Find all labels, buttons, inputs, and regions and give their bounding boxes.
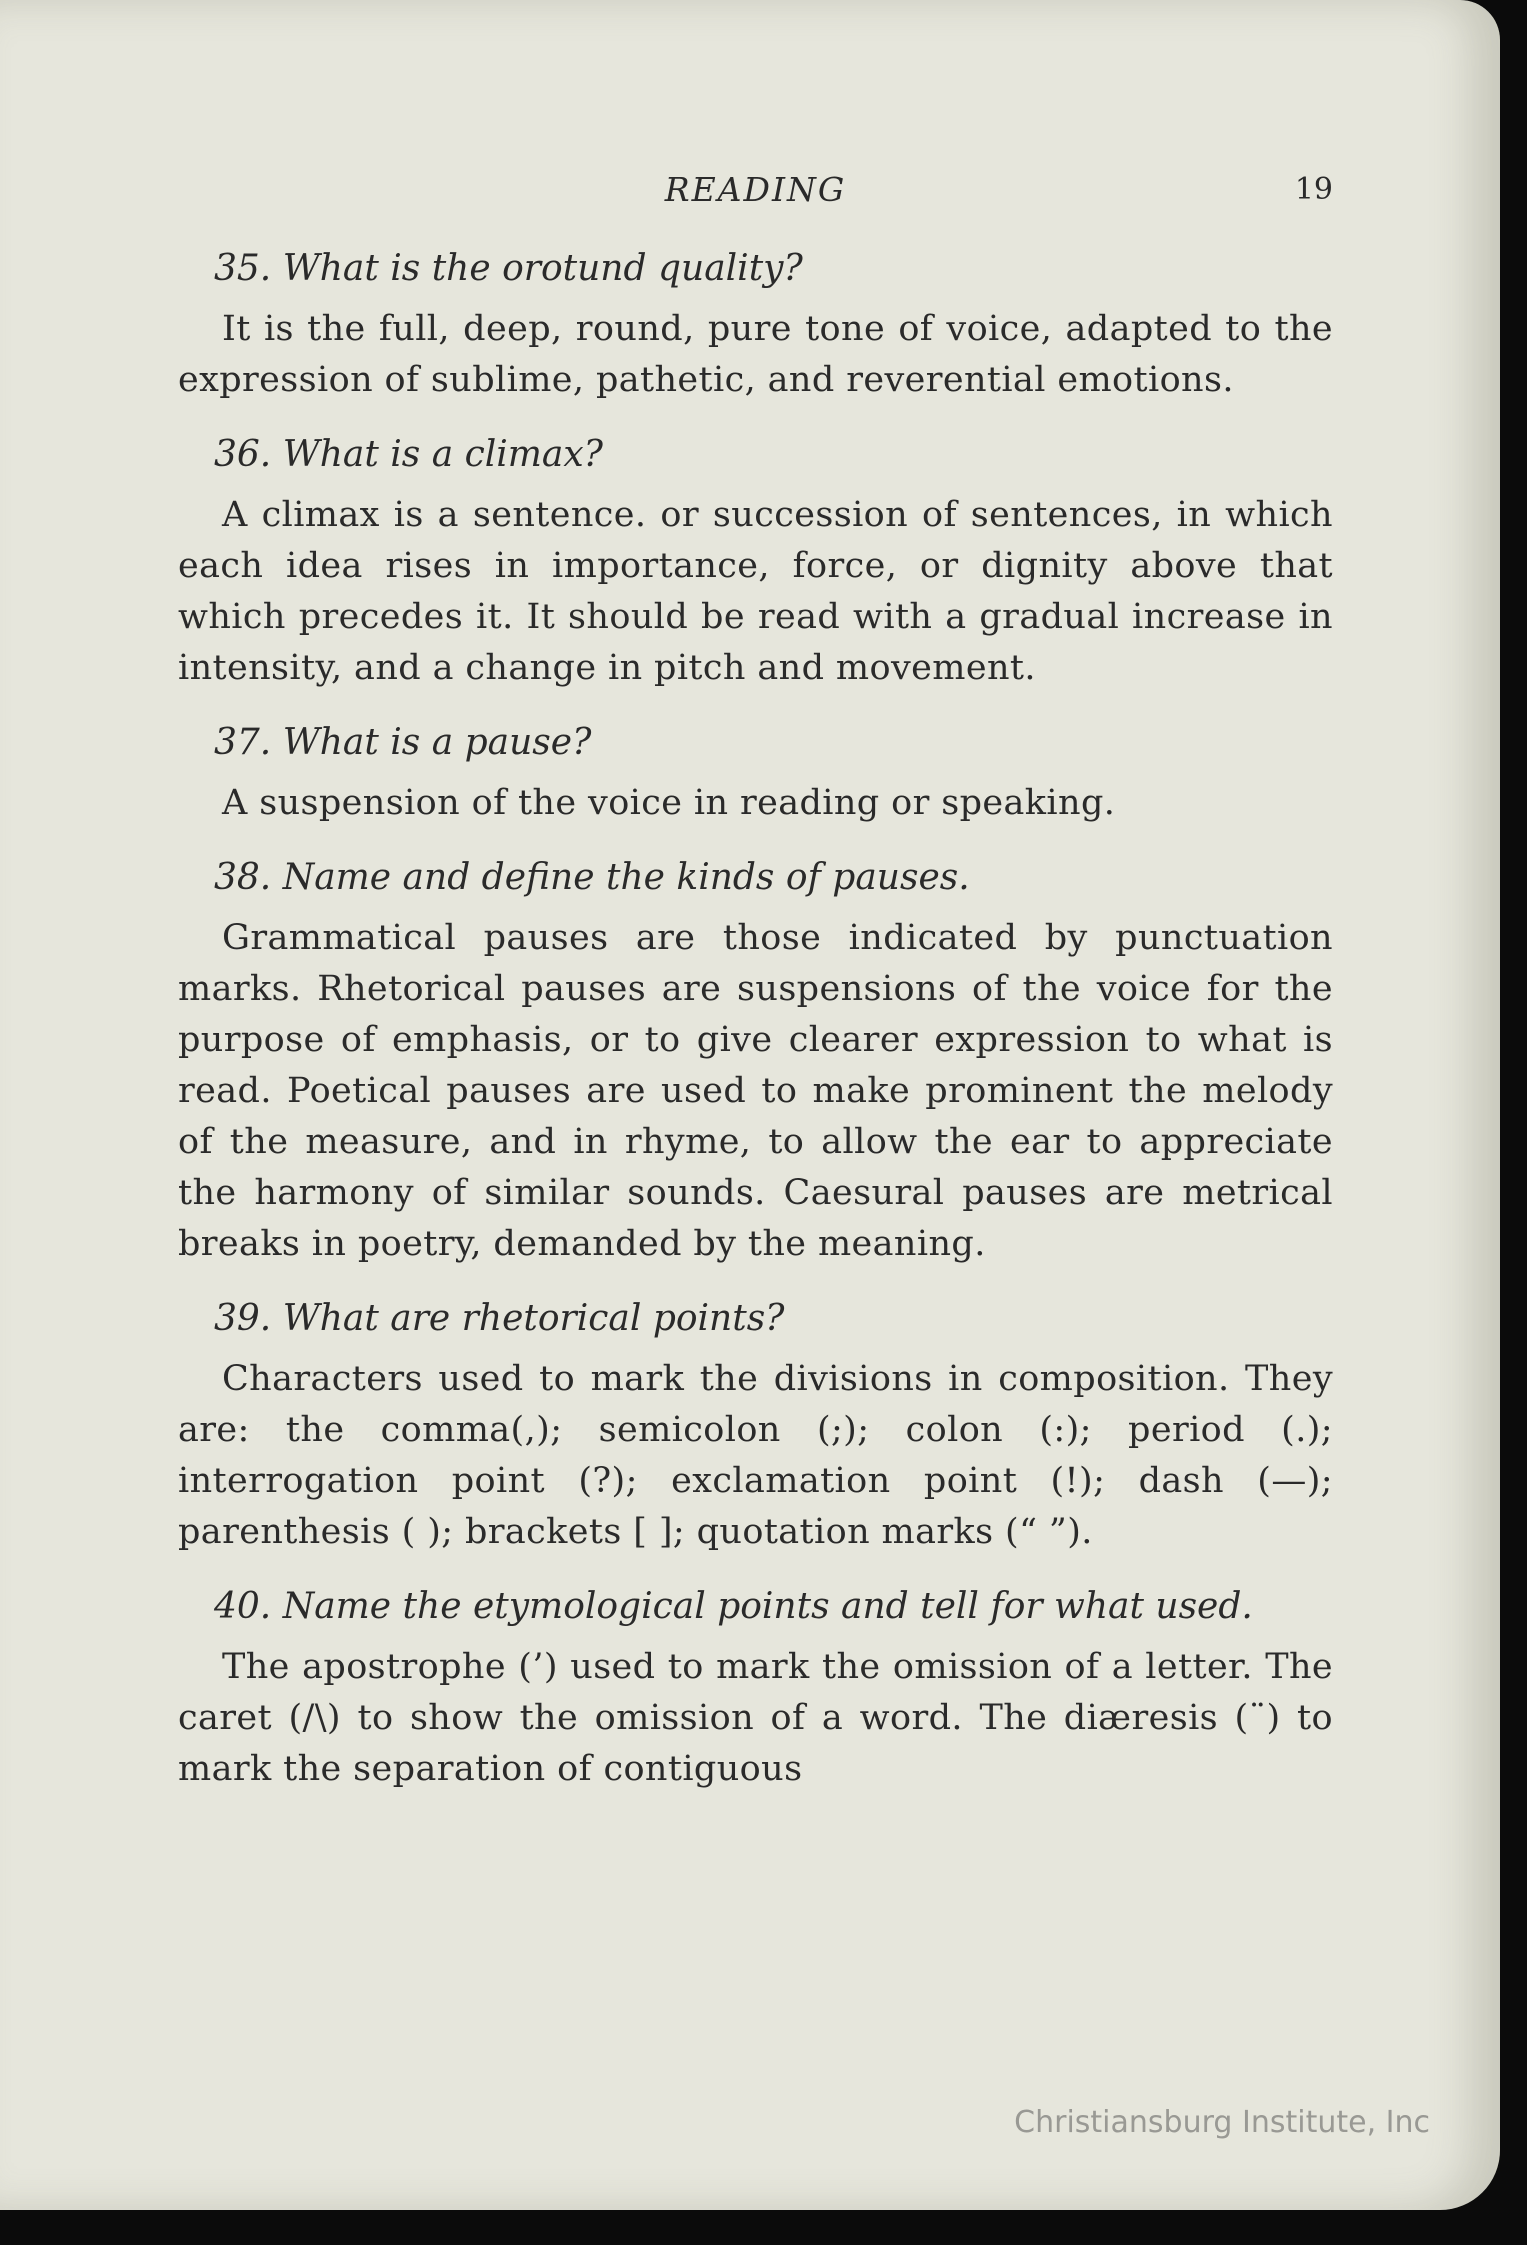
qa-item-38 bbox=[178, 853, 1333, 1270]
question: 36. What is a climax? bbox=[214, 434, 603, 475]
qa-item-36 bbox=[178, 430, 1333, 694]
question: 38. Name and define the kinds of pauses. bbox=[214, 857, 970, 898]
page-content bbox=[178, 160, 1333, 1795]
running-head bbox=[178, 160, 1333, 220]
running-title: READING bbox=[664, 170, 847, 209]
question: 39. What are rhetorical points? bbox=[214, 1298, 785, 1339]
question: 35. What is the orotund quality? bbox=[214, 248, 803, 289]
qa-item-39 bbox=[178, 1294, 1333, 1558]
question: 37. What is a pause? bbox=[214, 722, 592, 763]
answer: It is the full, deep, round, pure tone of voice, adapted to the expression of sublime, pathetic, and reverential emotions. bbox=[178, 309, 1333, 400]
qa-item-37 bbox=[178, 718, 1333, 829]
qa-item-40 bbox=[178, 1582, 1333, 1795]
answer: The apostrophe (’) used to mark the omission of a letter. The caret (/\) to show the omission of a word. The diæresis (¨) to mark the separation of contiguous bbox=[178, 1647, 1333, 1789]
answer: Characters used to mark the divisions in composition. They are: the comma(,); semicolon (;); colon (:); period (.); interrogation point (?); exclamation point (!); dash (—); parenthesis ( ); brackets [ ]; quotation marks (“ ”). bbox=[178, 1359, 1333, 1552]
qa-item-35 bbox=[178, 244, 1333, 406]
question: 40. Name the etymological points and tell for what used. bbox=[214, 1586, 1253, 1627]
answer: Grammatical pauses are those indicated by punctuation marks. Rhetorical pauses are suspensions of the voice for the purpose of emphasis, or to give clearer expression to what is read. Poetical pauses are used to make prominent the melody of the measure, and in rhyme, to allow the ear to appreciate the harmony of similar sounds. Caesural pauses are metrical breaks in poetry, demanded by the meaning. bbox=[178, 918, 1333, 1264]
answer: A suspension of the voice in reading or speaking. bbox=[222, 783, 1116, 823]
watermark: Christiansburg Institute, Inc bbox=[1014, 2105, 1430, 2140]
page-number: 19 bbox=[1294, 172, 1333, 207]
answer: A climax is a sentence. or succession of sentences, in which each idea rises in importance, force, or dignity above that which precedes it. It should be read with a gradual increase in intensity, and a change in pitch and movement. bbox=[178, 495, 1333, 688]
